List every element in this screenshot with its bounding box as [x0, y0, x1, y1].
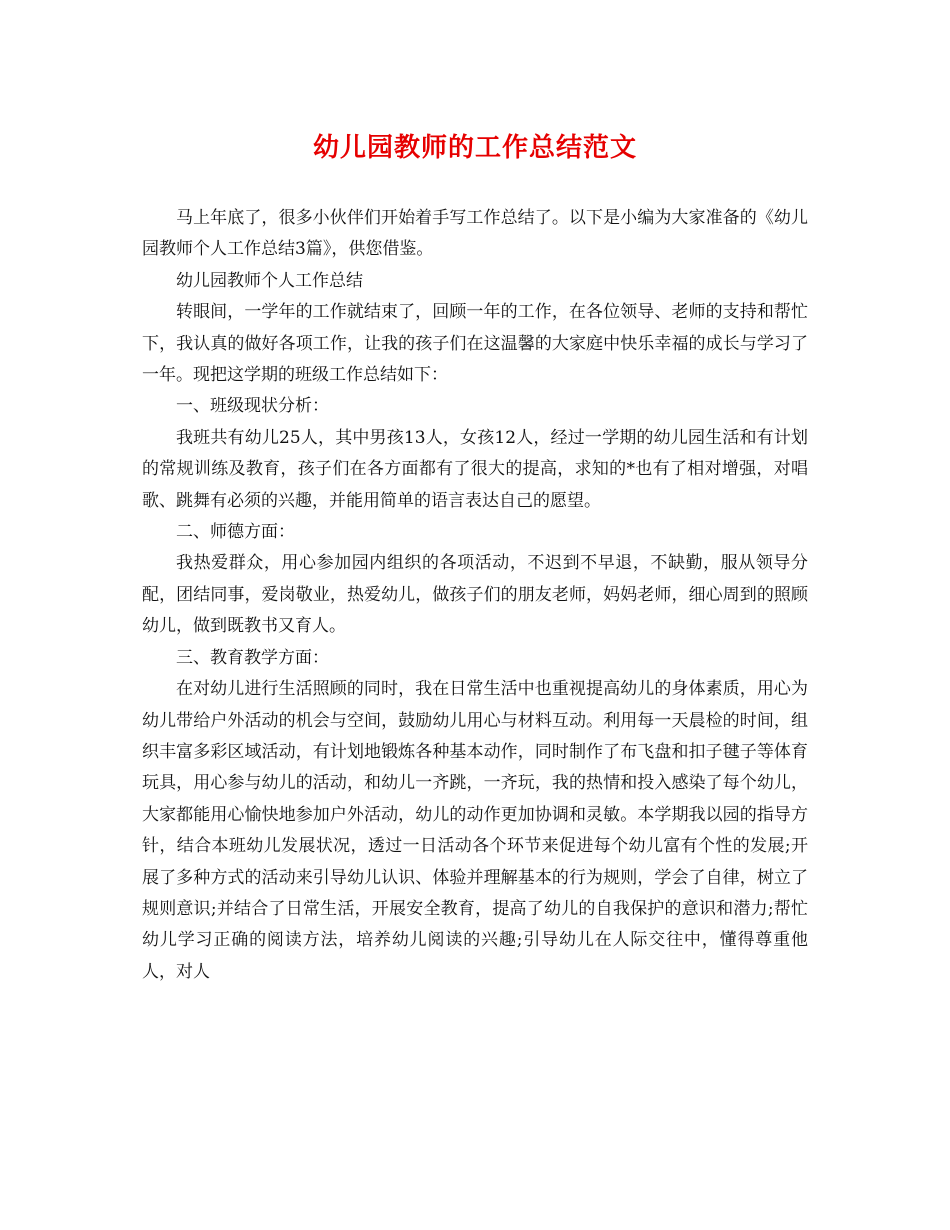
- paragraph-teaching: 在对幼儿进行生活照顾的同时，我在日常生活中也重视提高幼儿的身体素质，用心为幼儿带给户外活动的机会与空间，鼓励幼儿用心与材料互动。利用每一天晨检的时间，组织丰富多彩区域活动，有计划地锻炼各种基本动作，同时制作了布飞盘和扣子毽子等体育玩具，用心参与幼儿的活动，和幼儿一齐跳，一齐玩，我的热情和投入感染了每个幼儿，大家都能用心愉快地参加户外活动，幼儿的动作更加协调和灵敏。本学期我以园的指导方针，结合本班幼儿发展状况，透过一日活动各个环节来促进每个幼儿富有个性的发展;开展了多种方式的活动来引导幼儿认识、体验并理解基本的行为规则，学会了自律，树立了规则意识;并结合了日常生活，开展安全教育，提高了幼儿的自我保护的意识和潜力;帮忙幼儿学习正确的阅读方法，培养幼儿阅读的兴趣;引导幼儿在人际交往中，懂得尊重他人，对人: [142, 679, 808, 982]
- paragraph-opening: 转眼间，一学年的工作就结束了，回顾一年的工作，在各位领导、老师的支持和帮忙下，我认真的做好各项工作，让我的孩子们在这温馨的大家庭中快乐幸福的成长与学习了一年。现把这学期的班级工作总结如下：: [142, 302, 808, 386]
- section-heading-teaching: 三、教育教学方面：: [176, 647, 329, 668]
- section-heading-ethics: 二、师德方面：: [176, 522, 295, 543]
- document-title: 幼儿园教师的工作总结范文: [312, 133, 637, 163]
- section-heading-class-status: 一、班级现状分析：: [176, 396, 329, 417]
- paragraph-intro: 马上年底了，很多小伙伴们开始着手写工作总结了。以下是小编为大家准备的《幼儿园教师个人工作总结3篇》，供您借鉴。: [142, 208, 808, 260]
- document-body: [142, 203, 808, 988]
- paragraph-class-status: 我班共有幼儿25人，其中男孩13人，女孩12人，经过一学期的幼儿园生活和有计划的常规训练及教育，孩子们在各方面都有了很大的提高，求知的*也有了相对增强，对唱歌、跳舞有必须的兴趣，并能用简单的语言表达自己的愿望。: [142, 427, 808, 511]
- paragraph-subheading: 幼儿园教师个人工作总结: [176, 270, 363, 291]
- paragraph-ethics: 我热爱群众，用心参加园内组织的各项活动，不迟到不早退，不缺勤，服从领导分配，团结同事，爱岗敬业，热爱幼儿，做孩子们的朋友老师，妈妈老师，细心周到的照顾幼儿，做到既教书又育人。: [142, 553, 808, 637]
